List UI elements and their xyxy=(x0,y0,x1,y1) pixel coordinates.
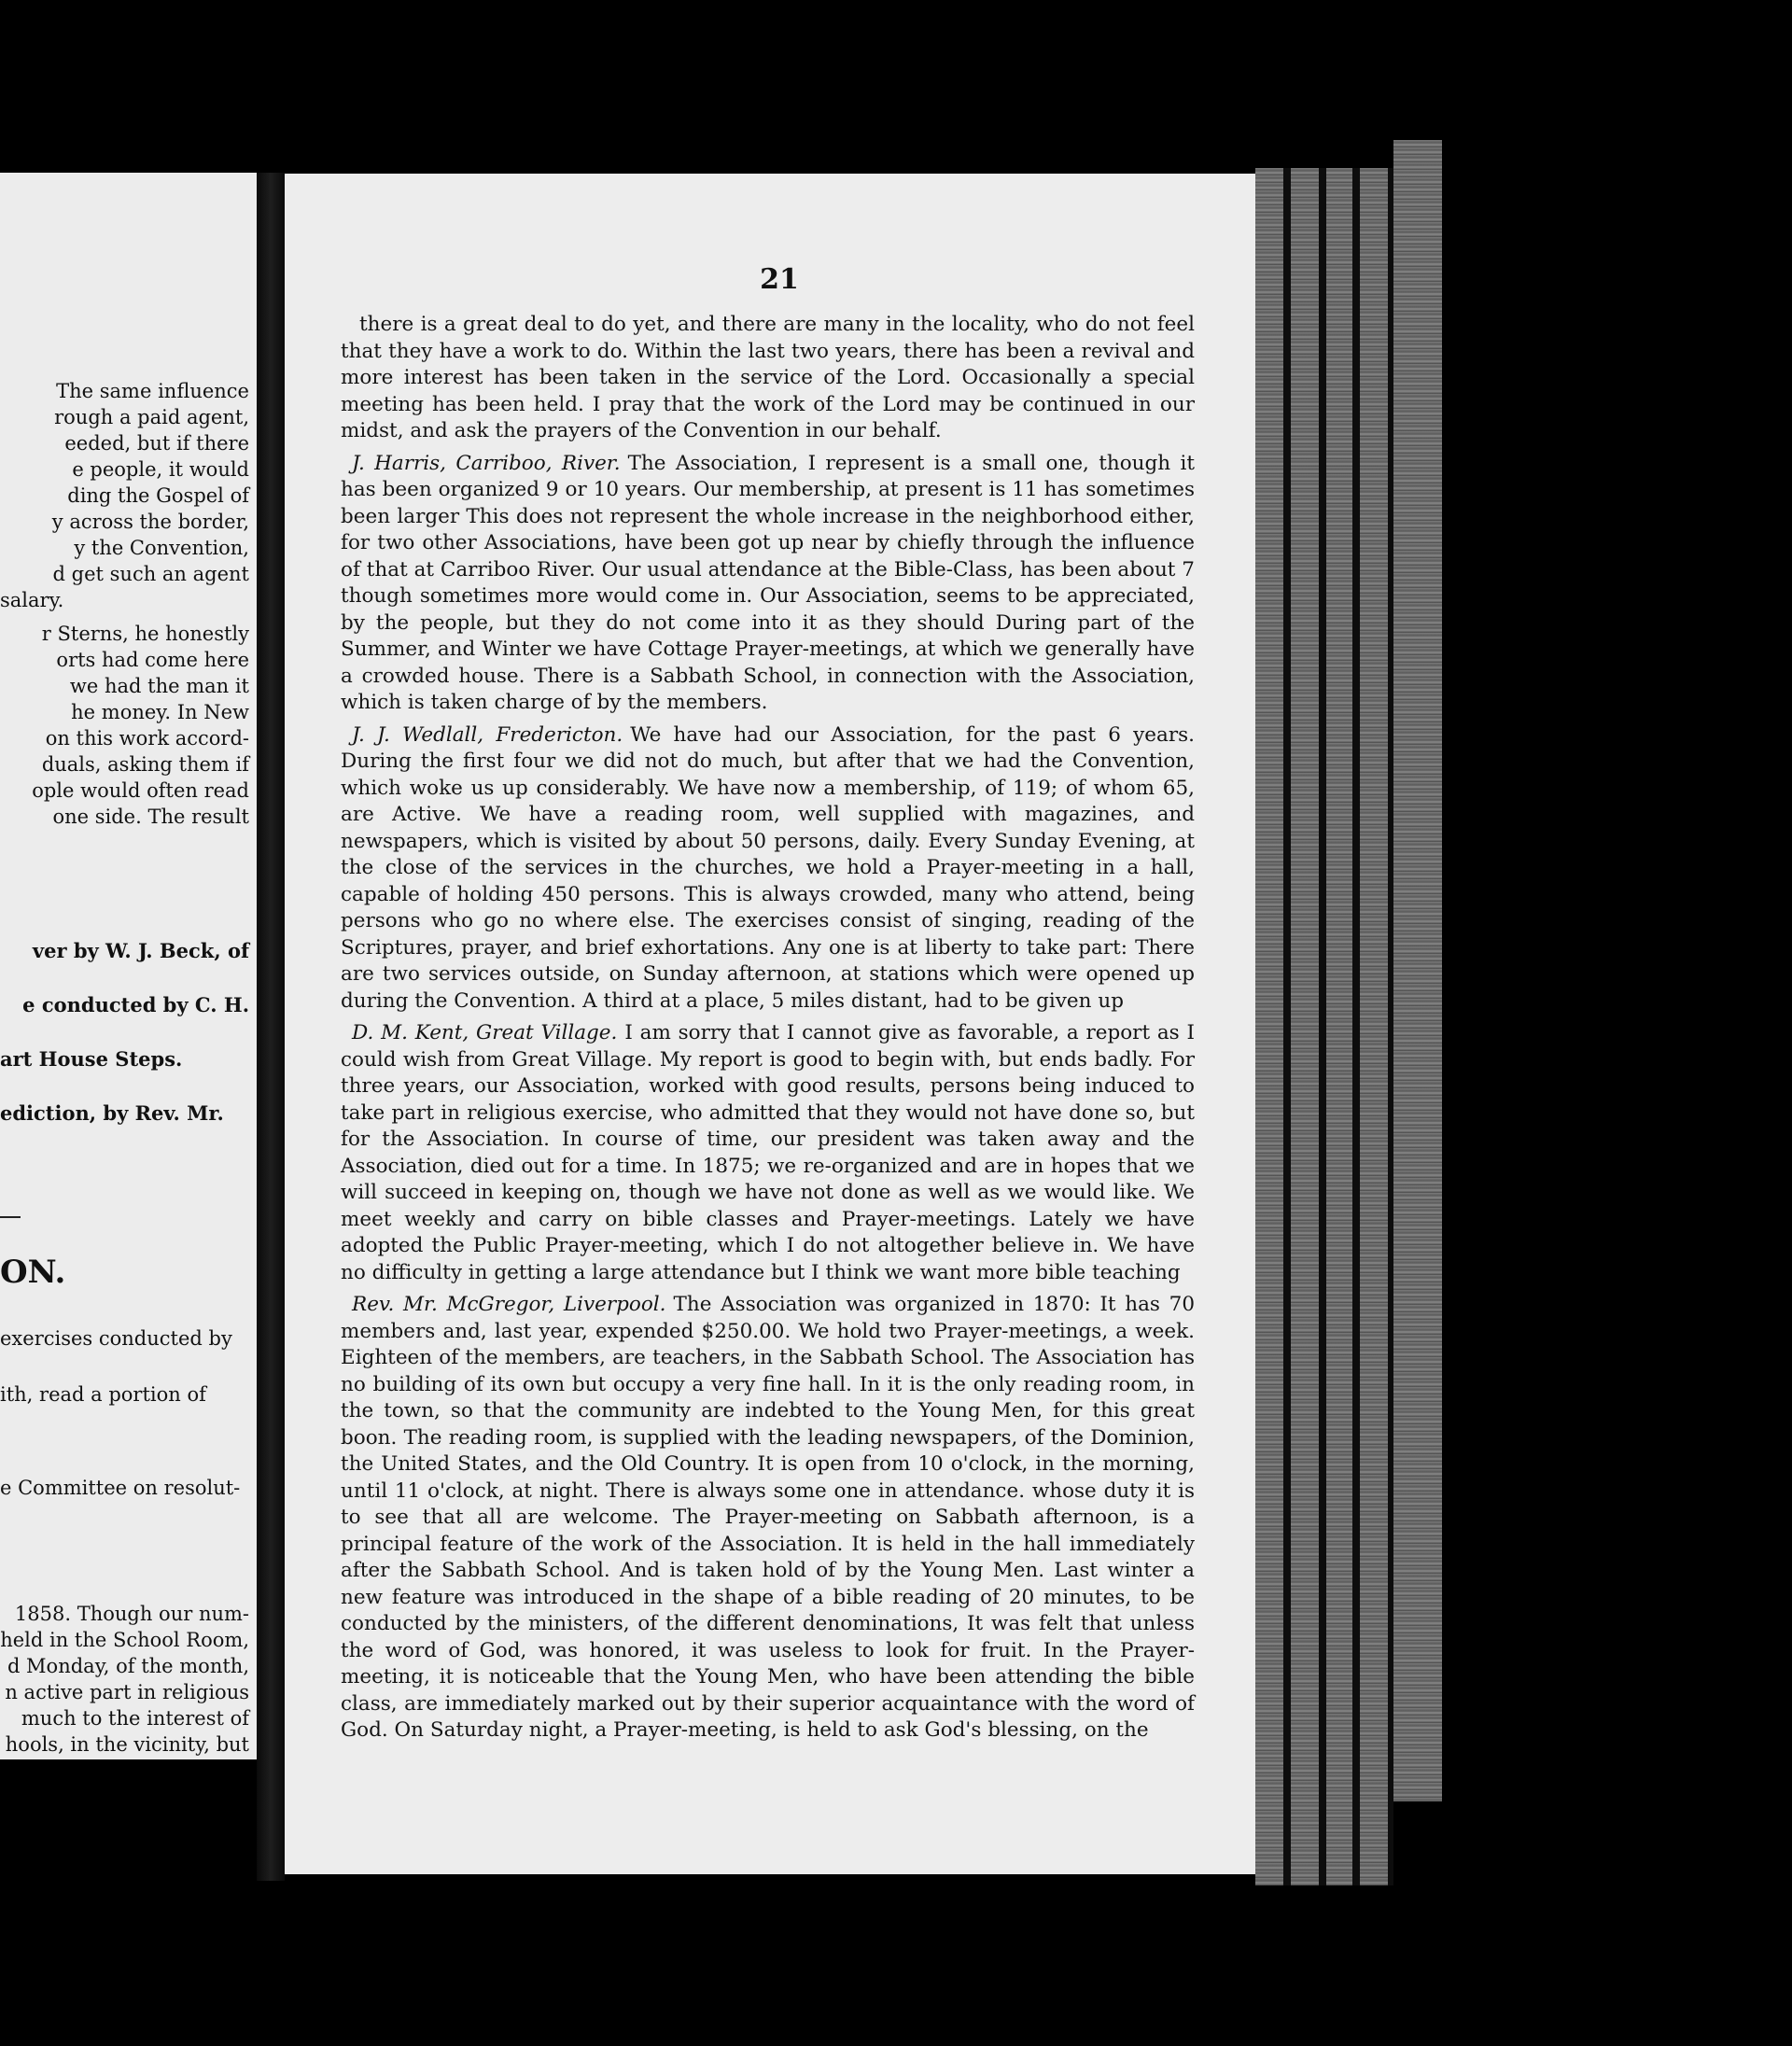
left-line: ding the Gospel of xyxy=(67,484,249,507)
left-line: he money. In New xyxy=(71,701,249,723)
main-page xyxy=(285,174,1274,1874)
page-edge xyxy=(1255,168,1283,1885)
left-line: d Monday, of the month, xyxy=(7,1655,249,1677)
left-line: e conducted by C. H. xyxy=(22,993,249,1016)
left-line: 1858. Though our num- xyxy=(14,1603,249,1625)
left-line: ver by W. J. Beck, of xyxy=(32,939,249,962)
left-line: on this work accord- xyxy=(45,727,249,750)
paragraph-text: We have had our Association, for the past 6 years. During the first four we did not do much, but after that we had the Convention, which woke us up considerably. We have now a membership, of 119; of whom 65, are Active. We have a reading room, well supplied with magazines, and newspapers, which is visited by about 50 persons, daily. Every Sunday Evening, at the close of the services in the churches, we hold a Prayer-meeting in a hall, capable of holding 450 persons. This is always crowded, many who attend, being persons who go no where else. The exercises consist of singing, reading of the Scriptures, prayer, and brief exhortations. Any one is at liberty to take part: There are two services outside, on Sunday afternoon, at stations which were opened up during the Convention. A third at a place, 5 miles distant, had to be given up xyxy=(341,722,1195,1013)
text-column xyxy=(341,312,1195,1750)
page-edge xyxy=(1360,168,1388,1885)
left-line: exercises conducted by xyxy=(0,1327,232,1350)
page-edges xyxy=(1255,168,1512,1885)
paragraph xyxy=(341,1292,1195,1745)
page-number: 21 xyxy=(760,263,799,296)
paragraph-text: there is a great deal to do yet, and there are many in the locality, who do not feel that they have a work to do. Within the last two years, there has been a revival and more interest has been taken in the service of the Lord. Occasionally a special meeting has been held. I pray that the work of the Lord may be continued in our midst, and ask the prayers of the Convention in our behalf. xyxy=(341,313,1195,442)
left-line: duals, asking them if xyxy=(41,753,249,776)
speaker-name: D. M. Kent, Great Village. xyxy=(352,1021,618,1044)
paragraph-text: The Association was organized in 1870: It has 70 members and, last year, expended $250.00. We hold two Prayer-meetings, a week. Eighteen of the members, are teachers, in the Sabbath School. The Association has no building of its own but occupy a very fine hall. In it is the only reading room, in the town, so that the community are indebted to the Young Men, for this great boon. The reading room, is supplied with the leading newspapers, of the Dominion, the United States, and the Old Country. It is open from 10 o'clock, in the morning, until 11 o'clock, at night. There is always some one in attendance. whose duty it is to see that all are welcome. The Prayer-meeting on Sabbath afternoon, is a principal feature of the work of the Association. It is held in the hall immediately after the Sabbath School. And is taken hold of by the Young Men. Last winter a new feature was introduced in the shape of a bible reading of 20 minutes, to be conducted by the ministers, of the different denominations, It was felt that unless the word of God, was honored, it was useless to look for fruit. In the Prayer-meeting, it is noticeable that the Young Men, who have been attending the bible class, are immediately marked out by their superior acquaintance with the word of God. On Saturday night, a Prayer-meeting, is held to ask God's blessing, on the xyxy=(341,1293,1195,1742)
speaker-name: J. Harris, Carriboo, River. xyxy=(352,451,621,475)
left-heading: ON. xyxy=(0,1254,66,1291)
paragraph xyxy=(341,312,1195,445)
left-line: ople would often read xyxy=(32,779,249,802)
left-line: y across the border, xyxy=(51,511,249,533)
paragraph xyxy=(341,1020,1195,1286)
speaker-name: Rev. Mr. McGregor, Liverpool. xyxy=(352,1293,666,1316)
left-line: y the Convention, xyxy=(74,537,249,559)
left-line: salary. xyxy=(0,589,64,611)
left-line: n active part in religious xyxy=(5,1681,249,1703)
book-gutter xyxy=(257,173,285,1881)
left-line: ith, read a portion of xyxy=(0,1383,206,1406)
left-page-fragment xyxy=(0,173,257,1759)
page-edge xyxy=(1291,168,1319,1885)
page-edge-gap xyxy=(1352,168,1360,1885)
left-line: r Sterns, he honestly xyxy=(41,623,249,645)
left-line: orts had come here xyxy=(56,649,249,671)
left-line: much to the interest of xyxy=(21,1707,249,1730)
paragraph xyxy=(341,451,1195,717)
left-line: d get such an agent xyxy=(52,563,249,585)
left-line: held in the School Room, xyxy=(0,1629,249,1651)
left-line: rough a paid agent, xyxy=(54,406,249,428)
paragraph-text: I am sorry that I cannot give as favorable, a report as I could wish from Great Village. My report is good to begin with, but ends badly. For three years, our Association, worked with good results, persons being induced to take part in religious exercise, who admitted that they would not have done so, but for the Association. In course of time, our president was taken away and the Association, died out for a time. In 1875; we re-organized and are in hopes that we will succeed in keeping on, though we have not done as well as we would like. We meet weekly and carry on bible classes and Prayer-meetings. Lately we have adopted the Public Prayer-meeting, which I do not altogether believe in. We have no difficulty in getting a large attendance but I think we want more bible teaching xyxy=(341,1021,1195,1284)
left-line: ediction, by Rev. Mr. xyxy=(0,1101,224,1125)
page-edge xyxy=(1393,140,1442,1801)
left-line: one side. The result xyxy=(52,806,249,828)
left-line: we had the man it xyxy=(69,675,249,697)
page-edge xyxy=(1326,168,1352,1885)
paragraph xyxy=(341,722,1195,1016)
left-line: e people, it would xyxy=(72,458,249,481)
page-edge-gap xyxy=(1283,168,1291,1885)
left-line: The same influence xyxy=(56,380,249,402)
left-line: eeded, but if there xyxy=(64,432,249,455)
paragraph-text: The Association, I represent is a small one, though it has been organized 9 or 10 years. Our membership, at present is 11 has sometimes been larger This does not represent the whole increase in the neighborhood either, for two other Associations, have been got up near by chiefly through the influence of that at Carriboo River. Our usual attendance at the Bible-Class, has been about 7 though sometimes more would come in. Our Association, seems to be appreciated, by the people, but they do not come into it as they should During part of the Summer, and Winter we have Cottage Prayer-meetings, at which we generally have a crowded house. There is a Sabbath School, in connection with the Association, which is taken charge of by the members. xyxy=(341,451,1195,714)
page-edge-gap xyxy=(1319,168,1326,1885)
left-line: hools, in the vicinity, but xyxy=(5,1733,249,1756)
left-rule xyxy=(0,1216,21,1218)
left-line: art House Steps. xyxy=(0,1047,183,1071)
left-line: e Committee on resolut- xyxy=(0,1477,241,1499)
speaker-name: J. J. Wedlall, Fredericton. xyxy=(352,722,623,747)
